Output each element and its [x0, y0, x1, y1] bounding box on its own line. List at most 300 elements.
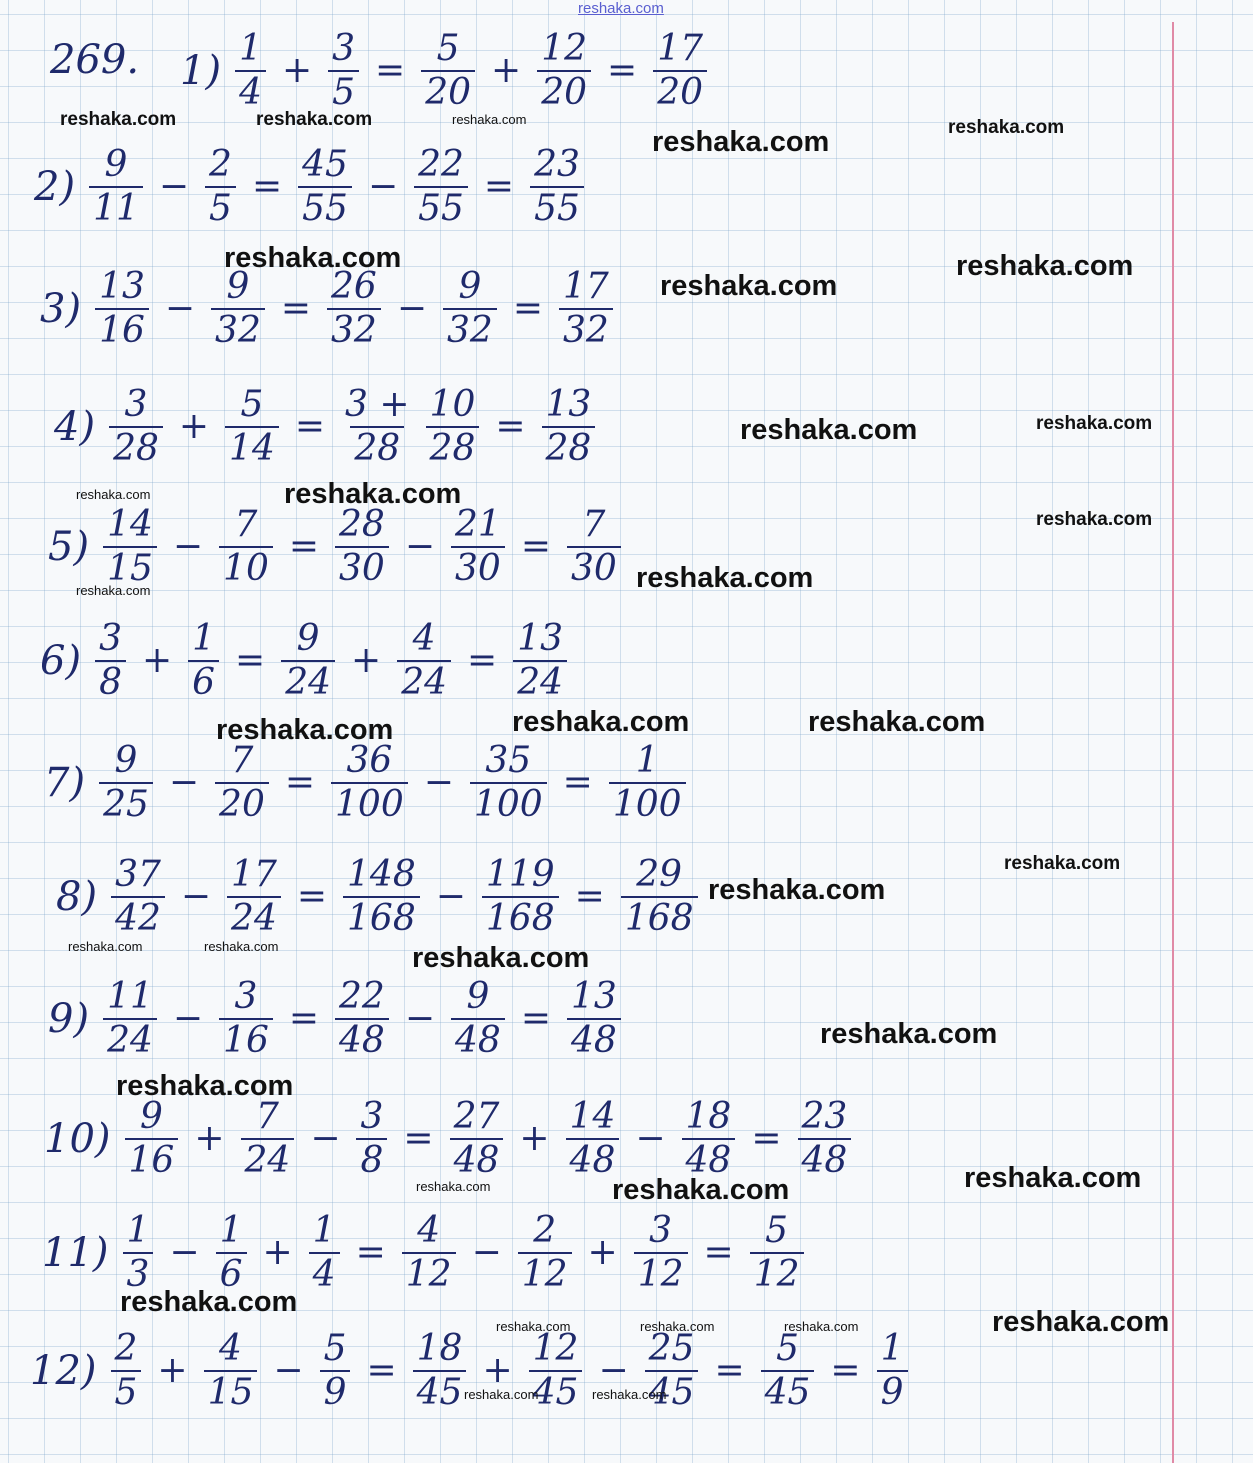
operator: = [294, 406, 326, 448]
numerator: 3 [99, 618, 122, 659]
fraction [567, 978, 621, 1060]
exercise-row-6 [40, 620, 573, 702]
watermark: reshaka.com [60, 109, 177, 130]
watermark: reshaka.com [256, 109, 373, 130]
numerator: 14 [569, 1096, 616, 1137]
operator: = [375, 50, 406, 92]
numerator: 22 [418, 144, 464, 185]
numerator: 3 [332, 28, 356, 69]
watermark: reshaka.com [496, 1319, 571, 1334]
denominator: 48 [451, 1018, 505, 1060]
fraction [335, 978, 389, 1060]
operator: + [491, 50, 522, 92]
denominator: 10 [219, 546, 273, 588]
exercise-label: 11) [42, 1229, 109, 1276]
fraction [530, 146, 584, 228]
denominator: 45 [645, 1370, 699, 1412]
fraction [513, 620, 567, 702]
fraction [414, 146, 468, 228]
denominator: 4 [309, 1252, 340, 1294]
numerator: 1 [219, 1210, 243, 1251]
numerator: 7 [234, 504, 258, 545]
numerator: 148 [347, 854, 416, 895]
numerator: 17 [563, 266, 609, 307]
watermark: reshaka.com [652, 126, 830, 158]
fraction [877, 1330, 908, 1412]
fraction [343, 856, 420, 938]
fraction [219, 978, 273, 1060]
exercise-row-11 [42, 1212, 810, 1294]
exercise-row-1 [180, 30, 713, 112]
operator: − [172, 526, 204, 568]
operator: − [404, 998, 436, 1040]
fraction [99, 742, 153, 824]
numerator: 13 [545, 384, 592, 425]
numerator: 1 [126, 1210, 150, 1251]
fraction [95, 620, 126, 702]
exercise-label: 10) [44, 1115, 111, 1162]
denominator: 45 [413, 1370, 467, 1412]
operator: + [141, 640, 173, 682]
fraction [609, 742, 686, 824]
numerator: 5 [240, 384, 264, 425]
fraction [111, 856, 165, 938]
denominator: 15 [204, 1370, 258, 1412]
fraction [320, 1330, 351, 1412]
watermark: reshaka.com [612, 1174, 790, 1206]
numerator: 11 [107, 976, 153, 1017]
fraction [482, 856, 559, 938]
denominator: 32 [211, 308, 265, 350]
exercise-row-9 [48, 978, 627, 1060]
operator: + [262, 1232, 293, 1274]
watermark: reshaka.com [204, 939, 279, 954]
numerator: 27 [453, 1096, 500, 1137]
numerator: 45 [302, 144, 348, 185]
fraction [89, 146, 143, 228]
operator: = [251, 166, 283, 208]
operator: − [598, 1350, 629, 1392]
denominator: 168 [343, 896, 420, 938]
denominator: 48 [567, 1018, 621, 1060]
operator: − [367, 166, 399, 208]
fraction [537, 30, 591, 112]
operator: = [520, 526, 551, 568]
denominator: 32 [559, 308, 613, 350]
fraction [682, 1098, 736, 1180]
denominator: 16 [95, 308, 149, 350]
numerator: 36 [346, 740, 393, 781]
denominator: 48 [335, 1018, 389, 1060]
denominator: 9 [320, 1370, 351, 1412]
denominator: 30 [451, 546, 505, 588]
operator: = [280, 288, 312, 330]
exercise-label: 1) [180, 47, 222, 94]
watermark: reshaka.com [68, 939, 143, 954]
operator: = [751, 1118, 782, 1160]
fraction [125, 1098, 179, 1180]
watermark: reshaka.com [808, 706, 986, 738]
exercise-row-5 [48, 506, 627, 588]
denominator: 12 [750, 1252, 804, 1294]
exercise-row-4 [54, 386, 601, 468]
operator: − [164, 288, 196, 330]
denominator: 100 [470, 782, 547, 824]
denominator: 48 [798, 1138, 852, 1180]
denominator: 55 [530, 186, 584, 228]
operator: = [703, 1232, 734, 1274]
watermark: reshaka.com [452, 112, 527, 127]
fraction [103, 506, 157, 588]
fraction [559, 268, 613, 350]
watermark: reshaka.com [76, 487, 151, 502]
operator: = [355, 1232, 386, 1274]
operator: + [482, 1350, 513, 1392]
operator: = [288, 526, 320, 568]
watermark: reshaka.com [784, 1319, 859, 1334]
numerator: 21 [455, 504, 501, 545]
denominator: 20 [215, 782, 269, 824]
denominator: 32 [443, 308, 497, 350]
denominator: 5 [111, 1370, 142, 1412]
denominator: 24 [227, 896, 281, 938]
numerator: 1 [635, 740, 659, 781]
operator: = [483, 166, 515, 208]
numerator: 28 [339, 504, 385, 545]
watermark: reshaka.com [964, 1162, 1142, 1194]
operator: + [194, 1118, 225, 1160]
numerator: 3 [360, 1096, 384, 1137]
fraction [413, 1330, 467, 1412]
operator: + [178, 406, 210, 448]
watermark: reshaka.com [116, 1070, 294, 1102]
numerator: 119 [485, 854, 555, 895]
numerator: 26 [331, 266, 377, 307]
watermark: reshaka.com [416, 1179, 491, 1194]
watermark: reshaka.com [948, 117, 1065, 138]
denominator: 30 [567, 546, 621, 588]
operator: + [157, 1350, 188, 1392]
fraction [241, 1098, 295, 1180]
numerator: 9 [296, 618, 320, 659]
numerator: 35 [485, 740, 532, 781]
exercise-label: 5) [48, 523, 90, 570]
operator: = [366, 1350, 397, 1392]
operator: = [714, 1350, 745, 1392]
operator: = [403, 1118, 434, 1160]
numerator: 12 [541, 28, 588, 69]
numerator: 37 [115, 854, 161, 895]
operator: − [169, 1232, 200, 1274]
denominator: 32 [327, 308, 381, 350]
fraction [328, 30, 359, 112]
exercise-label: 3) [40, 285, 82, 332]
exercise-row-7 [44, 742, 692, 824]
denominator: 4 [235, 70, 266, 112]
watermark: reshaka.com [512, 706, 690, 738]
denominator: 5 [328, 70, 359, 112]
problem-number: 269. [50, 37, 140, 83]
watermark: reshaka.com [284, 478, 462, 510]
header-site-link[interactable]: reshaka.com [578, 0, 664, 17]
fraction [341, 386, 414, 468]
denominator: 30 [335, 546, 389, 588]
operator: = [284, 762, 316, 804]
denominator: 48 [682, 1138, 736, 1180]
denominator: 100 [609, 782, 686, 824]
exercise-row-10 [44, 1098, 857, 1180]
operator: + [587, 1232, 618, 1274]
denominator: 12 [402, 1252, 456, 1294]
operator: = [574, 876, 605, 918]
operator: = [288, 998, 320, 1040]
denominator: 28 [542, 426, 596, 468]
numerator: 5 [436, 28, 460, 69]
fraction [331, 742, 408, 824]
numerator: 3 [649, 1210, 673, 1251]
fraction [621, 856, 698, 938]
operator: + [351, 640, 382, 682]
fraction [356, 1098, 387, 1180]
denominator: 6 [216, 1252, 247, 1294]
numerator: 9 [139, 1096, 163, 1137]
denominator: 16 [219, 1018, 273, 1060]
exercise-label: 12) [30, 1347, 97, 1394]
numerator: 29 [636, 854, 683, 895]
fraction [421, 30, 475, 112]
watermark: reshaka.com [640, 1319, 715, 1334]
watermark: reshaka.com [412, 942, 590, 974]
watermark: reshaka.com [956, 250, 1134, 282]
operator: = [296, 876, 328, 918]
numerator: 9 [458, 266, 482, 307]
exercise-label: 2) [34, 163, 76, 210]
denominator: 12 [634, 1252, 688, 1294]
numerator: 1 [239, 28, 262, 69]
operator: = [512, 288, 543, 330]
numerator: 17 [231, 854, 277, 895]
operator: − [180, 876, 212, 918]
watermark: reshaka.com [992, 1306, 1170, 1338]
operator: − [635, 1118, 666, 1160]
fraction [188, 620, 219, 702]
numerator: 23 [801, 1096, 848, 1137]
fraction [451, 978, 505, 1060]
fraction [109, 386, 163, 468]
fraction [235, 30, 266, 112]
watermark: reshaka.com [120, 1286, 298, 1318]
numerator: 18 [685, 1096, 732, 1137]
watermark: reshaka.com [224, 242, 402, 274]
denominator: 5 [205, 186, 236, 228]
watermark: reshaka.com [1004, 853, 1121, 874]
denominator: 24 [397, 660, 451, 702]
denominator: 24 [281, 660, 335, 702]
watermark: reshaka.com [76, 583, 151, 598]
numerator: 5 [323, 1328, 347, 1369]
numerator: 1 [880, 1328, 904, 1369]
fraction [450, 1098, 504, 1180]
fraction [225, 386, 279, 468]
exercise-label: 9) [48, 995, 90, 1042]
denominator: 9 [877, 1370, 908, 1412]
denominator: 16 [125, 1138, 179, 1180]
numerator: 1 [312, 1210, 336, 1251]
denominator: 45 [529, 1370, 583, 1412]
watermark: reshaka.com [464, 1387, 539, 1402]
fraction [215, 742, 269, 824]
denominator: 55 [298, 186, 352, 228]
denominator: 28 [109, 426, 163, 468]
numerator: 5 [776, 1328, 799, 1369]
exercise-label: 7) [44, 759, 86, 806]
fraction [402, 1212, 456, 1294]
numerator: 9 [466, 976, 490, 1017]
numerator: 22 [339, 976, 385, 1017]
watermark: reshaka.com [708, 874, 886, 906]
fraction [451, 506, 505, 588]
fraction [327, 268, 381, 350]
operator: − [158, 166, 190, 208]
denominator: 48 [450, 1138, 504, 1180]
operator: − [172, 998, 204, 1040]
operator: − [404, 526, 436, 568]
fraction [750, 1212, 804, 1294]
denominator: 12 [518, 1252, 572, 1294]
denominator: 11 [89, 186, 143, 228]
operator: − [168, 762, 200, 804]
fraction [123, 1212, 154, 1294]
denominator: 20 [421, 70, 475, 112]
denominator: 168 [482, 896, 559, 938]
fraction [761, 1330, 815, 1412]
numerator: 3 [124, 384, 148, 425]
watermark: reshaka.com [1036, 509, 1153, 530]
operator: − [423, 762, 454, 804]
operator: = [520, 998, 551, 1040]
numerator: 18 [416, 1328, 463, 1369]
denominator: 24 [103, 1018, 157, 1060]
operator: = [607, 50, 638, 92]
fraction [567, 506, 621, 588]
notebook-margin-line [1172, 22, 1174, 1463]
exercise-row-3 [40, 268, 619, 350]
numerator: 14 [107, 504, 153, 545]
operator: − [435, 876, 466, 918]
fraction [95, 268, 149, 350]
numerator: 10 [429, 384, 476, 425]
numerator: 13 [517, 618, 563, 659]
numerator: 9 [226, 266, 250, 307]
numerator: 5 [765, 1210, 789, 1251]
fraction [309, 1212, 340, 1294]
denominator: 8 [95, 660, 126, 702]
watermark: reshaka.com [820, 1018, 998, 1050]
numerator: 25 [648, 1328, 695, 1369]
fraction [566, 1098, 620, 1180]
numerator: 13 [99, 266, 145, 307]
denominator: 168 [621, 896, 698, 938]
operator: = [830, 1350, 861, 1392]
fraction [281, 620, 335, 702]
denominator: 25 [99, 782, 153, 824]
watermark: reshaka.com [1036, 413, 1153, 434]
fraction [518, 1212, 572, 1294]
numerator: 9 [104, 144, 128, 185]
denominator: 42 [111, 896, 165, 938]
exercise-row-8 [56, 856, 704, 938]
watermark: reshaka.com [216, 714, 394, 746]
numerator: 3 + [345, 384, 410, 425]
fraction [103, 978, 157, 1060]
fraction [542, 386, 596, 468]
fraction [204, 1330, 258, 1412]
operator: = [235, 640, 266, 682]
fraction [798, 1098, 852, 1180]
numerator: 7 [582, 504, 606, 545]
numerator: 4 [417, 1210, 441, 1251]
fraction [216, 1212, 247, 1294]
operator: − [471, 1232, 502, 1274]
numerator: 1 [192, 618, 216, 659]
operator: − [310, 1118, 341, 1160]
denominator: 28 [426, 426, 480, 468]
operator: + [281, 50, 313, 92]
fraction [634, 1212, 688, 1294]
operator: − [396, 288, 428, 330]
numerator: 2 [114, 1328, 138, 1369]
operator: + [519, 1118, 550, 1160]
numerator: 2 [209, 144, 232, 185]
exercise-row-2 [34, 146, 590, 228]
fraction [298, 146, 352, 228]
numerator: 17 [657, 28, 703, 69]
fraction [227, 856, 281, 938]
numerator: 7 [230, 740, 254, 781]
denominator: 100 [331, 782, 408, 824]
fraction [653, 30, 707, 112]
denominator: 28 [350, 426, 404, 468]
numerator: 23 [534, 144, 580, 185]
denominator: 20 [537, 70, 591, 112]
operator: = [562, 762, 593, 804]
denominator: 20 [653, 70, 707, 112]
operator: − [273, 1350, 304, 1392]
fraction [335, 506, 389, 588]
watermark: reshaka.com [592, 1387, 667, 1402]
numerator: 12 [532, 1328, 579, 1369]
exercise-label: 8) [56, 873, 98, 920]
fraction [211, 268, 265, 350]
fraction [205, 146, 236, 228]
fraction [219, 506, 273, 588]
denominator: 15 [103, 546, 157, 588]
watermark: reshaka.com [636, 562, 814, 594]
denominator: 14 [225, 426, 279, 468]
denominator: 45 [761, 1370, 815, 1412]
numerator: 4 [412, 618, 436, 659]
watermark: reshaka.com [740, 414, 918, 446]
fraction [426, 386, 480, 468]
denominator: 3 [123, 1252, 154, 1294]
operator: = [495, 406, 526, 448]
numerator: 9 [114, 740, 138, 781]
numerator: 2 [533, 1210, 557, 1251]
exercise-label: 4) [54, 403, 96, 450]
denominator: 48 [566, 1138, 620, 1180]
denominator: 6 [188, 660, 219, 702]
numerator: 3 [234, 976, 258, 1017]
